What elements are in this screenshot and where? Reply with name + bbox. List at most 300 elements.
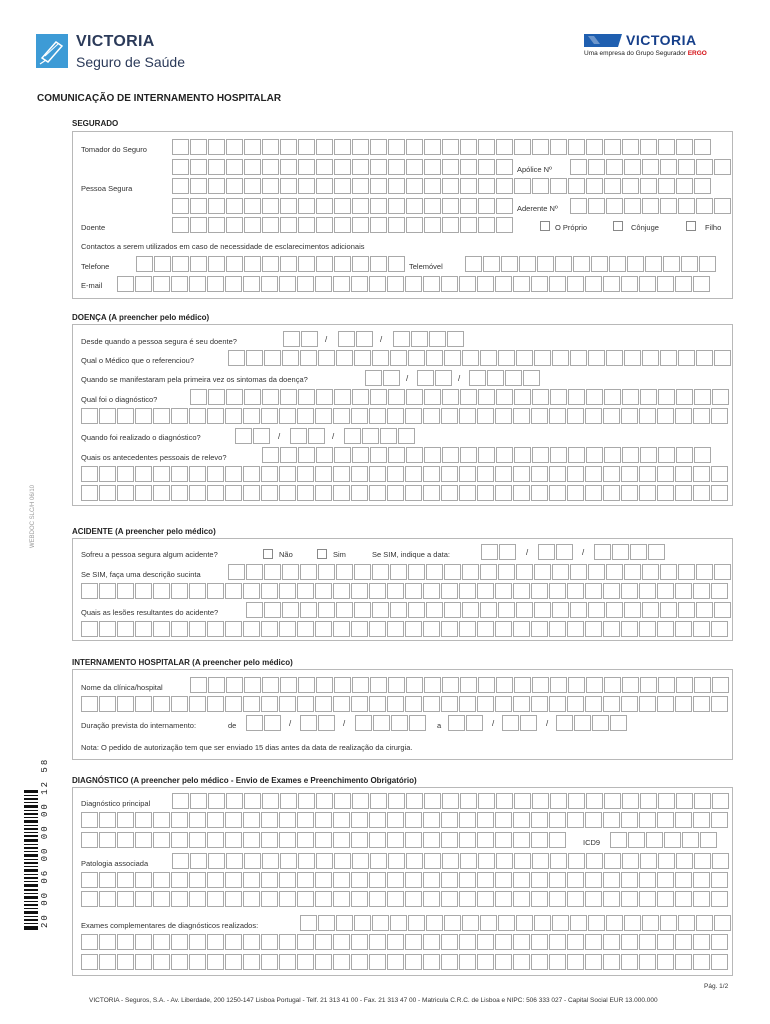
input-box[interactable] bbox=[675, 276, 692, 292]
input-box[interactable] bbox=[356, 331, 373, 347]
input-box[interactable] bbox=[660, 915, 677, 931]
input-box[interactable] bbox=[243, 583, 260, 599]
input-box[interactable] bbox=[297, 832, 314, 848]
input-box[interactable] bbox=[481, 544, 498, 560]
input-box[interactable] bbox=[513, 891, 530, 907]
input-box[interactable] bbox=[442, 389, 459, 405]
input-box[interactable] bbox=[315, 583, 332, 599]
input-box[interactable] bbox=[675, 891, 692, 907]
input-box[interactable] bbox=[657, 934, 674, 950]
input-box[interactable] bbox=[676, 677, 693, 693]
input-box[interactable] bbox=[714, 350, 731, 366]
input-box[interactable] bbox=[696, 915, 713, 931]
input-box[interactable] bbox=[519, 256, 536, 272]
input-box[interactable] bbox=[621, 621, 638, 637]
input-box[interactable] bbox=[208, 139, 225, 155]
input-box[interactable] bbox=[226, 139, 243, 155]
input-box[interactable] bbox=[585, 408, 602, 424]
input-box[interactable] bbox=[423, 696, 440, 712]
input-box[interactable] bbox=[460, 198, 477, 214]
input-box[interactable] bbox=[393, 331, 410, 347]
input-box[interactable] bbox=[244, 178, 261, 194]
input-box[interactable] bbox=[81, 891, 98, 907]
input-box[interactable] bbox=[424, 447, 441, 463]
input-box[interactable] bbox=[297, 466, 314, 482]
input-box[interactable] bbox=[388, 139, 405, 155]
input-box[interactable] bbox=[117, 696, 134, 712]
input-box[interactable] bbox=[207, 583, 224, 599]
input-box[interactable] bbox=[172, 793, 189, 809]
input-box[interactable] bbox=[624, 602, 641, 618]
input-box[interactable] bbox=[390, 564, 407, 580]
input-box[interactable] bbox=[117, 872, 134, 888]
input-box[interactable] bbox=[532, 447, 549, 463]
input-box[interactable] bbox=[189, 485, 206, 501]
input-box[interactable] bbox=[567, 872, 584, 888]
input-box[interactable] bbox=[513, 812, 530, 828]
input-box[interactable] bbox=[315, 832, 332, 848]
input-box[interactable] bbox=[549, 891, 566, 907]
input-box[interactable] bbox=[243, 696, 260, 712]
input-box[interactable] bbox=[505, 370, 522, 386]
input-box[interactable] bbox=[261, 872, 278, 888]
input-box[interactable] bbox=[226, 677, 243, 693]
input-box[interactable] bbox=[369, 621, 386, 637]
input-box[interactable] bbox=[642, 564, 659, 580]
input-box[interactable] bbox=[496, 159, 513, 175]
input-box[interactable] bbox=[243, 872, 260, 888]
input-box[interactable] bbox=[696, 602, 713, 618]
input-box[interactable] bbox=[189, 696, 206, 712]
input-box[interactable] bbox=[226, 389, 243, 405]
input-box[interactable] bbox=[153, 832, 170, 848]
input-box[interactable] bbox=[406, 389, 423, 405]
input-box[interactable] bbox=[262, 217, 279, 233]
input-box[interactable] bbox=[621, 466, 638, 482]
input-box[interactable] bbox=[639, 954, 656, 970]
input-box[interactable] bbox=[172, 217, 189, 233]
input-box[interactable] bbox=[480, 564, 497, 580]
input-box[interactable] bbox=[496, 139, 513, 155]
input-box[interactable] bbox=[226, 198, 243, 214]
input-box[interactable] bbox=[172, 256, 189, 272]
input-box[interactable] bbox=[190, 198, 207, 214]
input-box[interactable] bbox=[513, 621, 530, 637]
input-box[interactable] bbox=[405, 812, 422, 828]
input-box[interactable] bbox=[370, 139, 387, 155]
input-box[interactable] bbox=[568, 178, 585, 194]
input-box[interactable] bbox=[308, 428, 325, 444]
input-box[interactable] bbox=[531, 812, 548, 828]
input-box[interactable] bbox=[640, 139, 657, 155]
sintomas-day[interactable] bbox=[365, 370, 401, 386]
input-box[interactable] bbox=[483, 256, 500, 272]
input-box[interactable] bbox=[300, 915, 317, 931]
input-box[interactable] bbox=[441, 832, 458, 848]
input-box[interactable] bbox=[408, 350, 425, 366]
input-box[interactable] bbox=[279, 832, 296, 848]
input-box[interactable] bbox=[318, 602, 335, 618]
input-box[interactable] bbox=[315, 812, 332, 828]
input-box[interactable] bbox=[621, 812, 638, 828]
input-box[interactable] bbox=[352, 447, 369, 463]
input-box[interactable] bbox=[693, 934, 710, 950]
input-box[interactable] bbox=[567, 485, 584, 501]
input-box[interactable] bbox=[318, 715, 335, 731]
input-box[interactable] bbox=[657, 466, 674, 482]
input-box[interactable] bbox=[135, 466, 152, 482]
input-box[interactable] bbox=[333, 276, 350, 292]
input-box[interactable] bbox=[657, 954, 674, 970]
input-box[interactable] bbox=[624, 159, 641, 175]
input-box[interactable] bbox=[172, 853, 189, 869]
input-box[interactable] bbox=[478, 793, 495, 809]
input-box[interactable] bbox=[693, 696, 710, 712]
antecedentes-field[interactable] bbox=[262, 447, 712, 463]
sim-checkbox[interactable] bbox=[317, 549, 327, 559]
input-box[interactable] bbox=[334, 178, 351, 194]
input-box[interactable] bbox=[244, 677, 261, 693]
input-box[interactable] bbox=[333, 891, 350, 907]
input-box[interactable] bbox=[117, 832, 134, 848]
input-box[interactable] bbox=[444, 915, 461, 931]
input-box[interactable] bbox=[585, 485, 602, 501]
input-box[interactable] bbox=[423, 934, 440, 950]
input-box[interactable] bbox=[622, 853, 639, 869]
input-box[interactable] bbox=[663, 256, 680, 272]
input-box[interactable] bbox=[244, 853, 261, 869]
input-box[interactable] bbox=[442, 198, 459, 214]
input-box[interactable] bbox=[586, 139, 603, 155]
input-box[interactable] bbox=[153, 466, 170, 482]
input-box[interactable] bbox=[606, 915, 623, 931]
input-box[interactable] bbox=[574, 715, 591, 731]
input-box[interactable] bbox=[480, 350, 497, 366]
input-box[interactable] bbox=[711, 408, 728, 424]
input-box[interactable] bbox=[279, 954, 296, 970]
input-box[interactable] bbox=[262, 793, 279, 809]
input-box[interactable] bbox=[711, 696, 728, 712]
input-box[interactable] bbox=[423, 832, 440, 848]
input-box[interactable] bbox=[316, 677, 333, 693]
input-box[interactable] bbox=[586, 677, 603, 693]
input-box[interactable] bbox=[487, 370, 504, 386]
input-box[interactable] bbox=[262, 256, 279, 272]
input-box[interactable] bbox=[426, 602, 443, 618]
input-box[interactable] bbox=[135, 872, 152, 888]
input-box[interactable] bbox=[262, 677, 279, 693]
input-box[interactable] bbox=[429, 331, 446, 347]
input-box[interactable] bbox=[534, 350, 551, 366]
input-box[interactable] bbox=[225, 276, 242, 292]
input-box[interactable] bbox=[279, 696, 296, 712]
input-box[interactable] bbox=[189, 408, 206, 424]
input-box[interactable] bbox=[567, 276, 584, 292]
input-box[interactable] bbox=[352, 198, 369, 214]
input-box[interactable] bbox=[300, 602, 317, 618]
desde-quando-year[interactable] bbox=[393, 331, 465, 347]
input-box[interactable] bbox=[171, 583, 188, 599]
input-box[interactable] bbox=[388, 159, 405, 175]
input-box[interactable] bbox=[552, 564, 569, 580]
input-box[interactable] bbox=[532, 677, 549, 693]
input-box[interactable] bbox=[711, 583, 728, 599]
input-box[interactable] bbox=[298, 256, 315, 272]
o-proprio-checkbox[interactable] bbox=[540, 221, 550, 231]
input-box[interactable] bbox=[334, 256, 351, 272]
input-box[interactable] bbox=[207, 934, 224, 950]
input-box[interactable] bbox=[696, 198, 713, 214]
input-box[interactable] bbox=[513, 408, 530, 424]
input-box[interactable] bbox=[460, 389, 477, 405]
input-box[interactable] bbox=[676, 447, 693, 463]
input-box[interactable] bbox=[297, 812, 314, 828]
input-box[interactable] bbox=[459, 276, 476, 292]
input-box[interactable] bbox=[444, 564, 461, 580]
input-box[interactable] bbox=[532, 853, 549, 869]
input-box[interactable] bbox=[622, 389, 639, 405]
input-box[interactable] bbox=[406, 677, 423, 693]
input-box[interactable] bbox=[496, 198, 513, 214]
input-box[interactable] bbox=[333, 621, 350, 637]
input-box[interactable] bbox=[658, 389, 675, 405]
input-box[interactable] bbox=[207, 466, 224, 482]
antecedentes-field-2[interactable] bbox=[81, 466, 729, 482]
input-box[interactable] bbox=[423, 621, 440, 637]
input-box[interactable] bbox=[675, 485, 692, 501]
input-box[interactable] bbox=[591, 256, 608, 272]
input-box[interactable] bbox=[568, 447, 585, 463]
input-box[interactable] bbox=[208, 793, 225, 809]
input-box[interactable] bbox=[81, 485, 98, 501]
input-box[interactable] bbox=[585, 621, 602, 637]
input-box[interactable] bbox=[441, 872, 458, 888]
input-box[interactable] bbox=[657, 485, 674, 501]
input-box[interactable] bbox=[279, 583, 296, 599]
input-box[interactable] bbox=[622, 677, 639, 693]
input-box[interactable] bbox=[639, 696, 656, 712]
input-box[interactable] bbox=[153, 583, 170, 599]
input-box[interactable] bbox=[279, 621, 296, 637]
input-box[interactable] bbox=[315, 485, 332, 501]
input-box[interactable] bbox=[226, 159, 243, 175]
input-box[interactable] bbox=[208, 198, 225, 214]
antecedentes-field-3[interactable] bbox=[81, 485, 729, 501]
input-box[interactable] bbox=[334, 159, 351, 175]
desde-quando-month[interactable] bbox=[338, 331, 374, 347]
input-box[interactable] bbox=[495, 891, 512, 907]
input-box[interactable] bbox=[172, 178, 189, 194]
input-box[interactable] bbox=[333, 832, 350, 848]
input-box[interactable] bbox=[387, 276, 404, 292]
input-box[interactable] bbox=[640, 853, 657, 869]
input-box[interactable] bbox=[681, 256, 698, 272]
input-box[interactable] bbox=[298, 677, 315, 693]
input-box[interactable] bbox=[604, 139, 621, 155]
input-box[interactable] bbox=[624, 198, 641, 214]
input-box[interactable] bbox=[190, 793, 207, 809]
input-box[interactable] bbox=[81, 696, 98, 712]
input-box[interactable] bbox=[570, 350, 587, 366]
input-box[interactable] bbox=[423, 583, 440, 599]
input-box[interactable] bbox=[660, 602, 677, 618]
input-box[interactable] bbox=[460, 217, 477, 233]
input-box[interactable] bbox=[550, 677, 567, 693]
input-box[interactable] bbox=[567, 583, 584, 599]
input-box[interactable] bbox=[712, 389, 729, 405]
input-box[interactable] bbox=[405, 934, 422, 950]
input-box[interactable] bbox=[190, 853, 207, 869]
input-box[interactable] bbox=[477, 872, 494, 888]
input-box[interactable] bbox=[586, 447, 603, 463]
input-box[interactable] bbox=[711, 621, 728, 637]
input-box[interactable] bbox=[405, 408, 422, 424]
input-box[interactable] bbox=[622, 178, 639, 194]
doente-field[interactable] bbox=[172, 217, 514, 233]
input-box[interactable] bbox=[369, 466, 386, 482]
input-box[interactable] bbox=[154, 256, 171, 272]
input-box[interactable] bbox=[225, 583, 242, 599]
exames-field-3[interactable] bbox=[81, 954, 729, 970]
input-box[interactable] bbox=[588, 198, 605, 214]
input-box[interactable] bbox=[480, 602, 497, 618]
input-box[interactable] bbox=[318, 564, 335, 580]
input-box[interactable] bbox=[189, 621, 206, 637]
input-box[interactable] bbox=[604, 677, 621, 693]
conjuge-checkbox[interactable] bbox=[613, 221, 623, 231]
input-box[interactable] bbox=[228, 350, 245, 366]
input-box[interactable] bbox=[531, 408, 548, 424]
input-box[interactable] bbox=[370, 389, 387, 405]
input-box[interactable] bbox=[424, 793, 441, 809]
input-box[interactable] bbox=[477, 621, 494, 637]
input-box[interactable] bbox=[315, 934, 332, 950]
input-box[interactable] bbox=[99, 408, 116, 424]
input-box[interactable] bbox=[190, 217, 207, 233]
input-box[interactable] bbox=[621, 934, 638, 950]
input-box[interactable] bbox=[370, 853, 387, 869]
input-box[interactable] bbox=[81, 583, 98, 599]
input-box[interactable] bbox=[693, 466, 710, 482]
input-box[interactable] bbox=[657, 696, 674, 712]
input-box[interactable] bbox=[498, 564, 515, 580]
input-box[interactable] bbox=[585, 934, 602, 950]
input-box[interactable] bbox=[441, 812, 458, 828]
input-box[interactable] bbox=[694, 389, 711, 405]
input-box[interactable] bbox=[556, 544, 573, 560]
input-box[interactable] bbox=[135, 891, 152, 907]
sintomas-year[interactable] bbox=[469, 370, 541, 386]
input-box[interactable] bbox=[81, 832, 98, 848]
acidente-month[interactable] bbox=[538, 544, 574, 560]
input-box[interactable] bbox=[298, 139, 315, 155]
input-box[interactable] bbox=[297, 583, 314, 599]
input-box[interactable] bbox=[315, 696, 332, 712]
input-box[interactable] bbox=[514, 793, 531, 809]
input-box[interactable] bbox=[406, 853, 423, 869]
input-box[interactable] bbox=[549, 408, 566, 424]
input-box[interactable] bbox=[208, 178, 225, 194]
input-box[interactable] bbox=[352, 853, 369, 869]
input-box[interactable] bbox=[279, 872, 296, 888]
input-box[interactable] bbox=[333, 408, 350, 424]
input-box[interactable] bbox=[424, 139, 441, 155]
input-box[interactable] bbox=[549, 954, 566, 970]
input-box[interactable] bbox=[207, 832, 224, 848]
input-box[interactable] bbox=[550, 793, 567, 809]
input-box[interactable] bbox=[603, 466, 620, 482]
input-box[interactable] bbox=[246, 715, 263, 731]
input-box[interactable] bbox=[334, 447, 351, 463]
input-box[interactable] bbox=[502, 715, 519, 731]
input-box[interactable] bbox=[387, 485, 404, 501]
input-box[interactable] bbox=[369, 832, 386, 848]
input-box[interactable] bbox=[448, 715, 465, 731]
apolice-field[interactable] bbox=[570, 159, 732, 175]
input-box[interactable] bbox=[556, 715, 573, 731]
input-box[interactable] bbox=[333, 872, 350, 888]
input-box[interactable] bbox=[568, 139, 585, 155]
input-box[interactable] bbox=[442, 447, 459, 463]
input-box[interactable] bbox=[351, 485, 368, 501]
input-box[interactable] bbox=[604, 853, 621, 869]
input-box[interactable] bbox=[588, 915, 605, 931]
input-box[interactable] bbox=[370, 217, 387, 233]
input-box[interactable] bbox=[477, 583, 494, 599]
input-box[interactable] bbox=[244, 256, 261, 272]
input-box[interactable] bbox=[699, 256, 716, 272]
input-box[interactable] bbox=[117, 812, 134, 828]
input-box[interactable] bbox=[441, 621, 458, 637]
input-box[interactable] bbox=[208, 217, 225, 233]
input-box[interactable] bbox=[264, 564, 281, 580]
input-box[interactable] bbox=[261, 696, 278, 712]
input-box[interactable] bbox=[640, 389, 657, 405]
input-box[interactable] bbox=[315, 621, 332, 637]
input-box[interactable] bbox=[189, 466, 206, 482]
desde-quando-day[interactable] bbox=[283, 331, 319, 347]
input-box[interactable] bbox=[477, 696, 494, 712]
input-box[interactable] bbox=[678, 915, 695, 931]
input-box[interactable] bbox=[466, 715, 483, 731]
input-box[interactable] bbox=[711, 872, 728, 888]
input-box[interactable] bbox=[405, 891, 422, 907]
input-box[interactable] bbox=[351, 583, 368, 599]
acidente-day[interactable] bbox=[481, 544, 517, 560]
input-box[interactable] bbox=[189, 954, 206, 970]
input-box[interactable] bbox=[516, 350, 533, 366]
input-box[interactable] bbox=[531, 934, 548, 950]
input-box[interactable] bbox=[280, 677, 297, 693]
input-box[interactable] bbox=[189, 832, 206, 848]
aderente-field[interactable] bbox=[570, 198, 732, 214]
input-box[interactable] bbox=[243, 891, 260, 907]
input-box[interactable] bbox=[531, 696, 548, 712]
input-box[interactable] bbox=[279, 408, 296, 424]
input-box[interactable] bbox=[388, 793, 405, 809]
input-box[interactable] bbox=[423, 485, 440, 501]
input-box[interactable] bbox=[225, 621, 242, 637]
input-box[interactable] bbox=[301, 331, 318, 347]
input-box[interactable] bbox=[604, 389, 621, 405]
input-box[interactable] bbox=[207, 812, 224, 828]
input-box[interactable] bbox=[406, 139, 423, 155]
input-box[interactable] bbox=[300, 715, 317, 731]
input-box[interactable] bbox=[495, 408, 512, 424]
input-box[interactable] bbox=[459, 583, 476, 599]
input-box[interactable] bbox=[549, 466, 566, 482]
input-box[interactable] bbox=[477, 485, 494, 501]
